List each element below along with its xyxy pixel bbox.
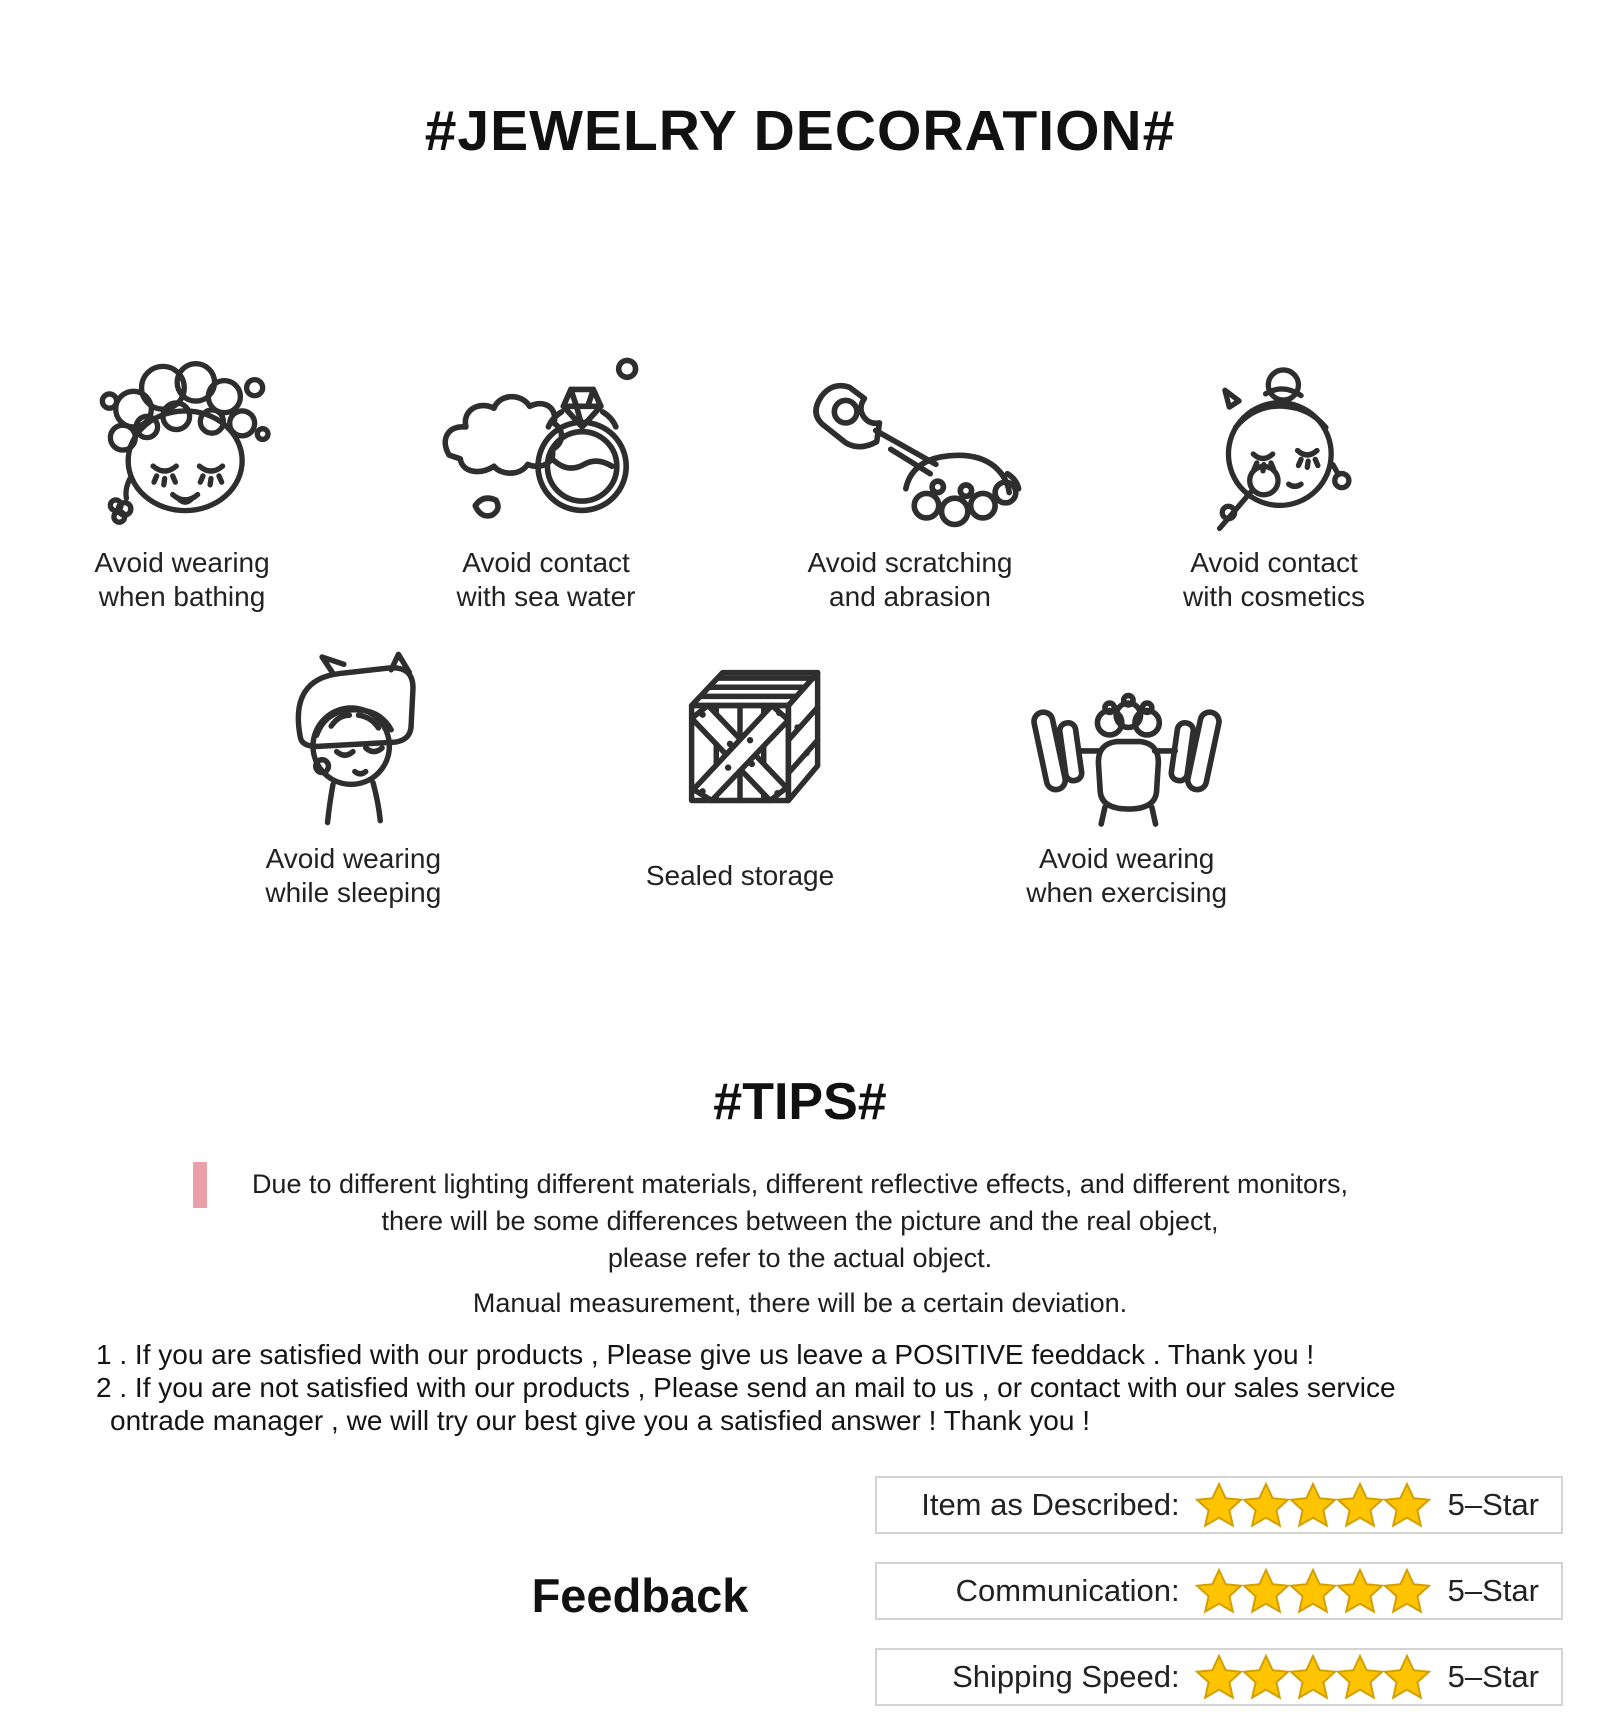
- star-icon: [1241, 1481, 1291, 1529]
- care-caption: Avoid contact with cosmetics: [1182, 547, 1366, 612]
- star-icon: [1194, 1653, 1244, 1701]
- care-item-cosmetics: [1092, 326, 1456, 618]
- cosmetics-face-icon: [1177, 326, 1372, 532]
- star-icon: [1335, 1481, 1385, 1529]
- star-icon: [1382, 1481, 1432, 1529]
- feedback-heading: Feedback: [531, 1569, 749, 1622]
- rating-value: 5–Star: [1447, 1487, 1539, 1522]
- sleeping-girl-icon: [253, 622, 453, 828]
- care-caption: Avoid wearing while sleeping: [265, 843, 442, 908]
- star-icon: [1194, 1481, 1244, 1529]
- rating-label: Item as Described:: [921, 1487, 1180, 1522]
- star-rating: [1194, 1653, 1434, 1701]
- star-icon: [1241, 1567, 1291, 1615]
- star-icon: [1382, 1653, 1432, 1701]
- rating-row-shipping-speed: [875, 1648, 1563, 1706]
- rating-label: Shipping Speed:: [952, 1659, 1180, 1694]
- rating-row-item-as-described: [875, 1476, 1563, 1534]
- tips-list-item: 2 . If you are not satisfied with our products , Please send an mail to us , or contact with our sales service: [96, 1372, 1396, 1403]
- star-icon: [1335, 1653, 1385, 1701]
- dumbbell-hand-icon: [1014, 622, 1239, 828]
- rating-row-communication: [875, 1562, 1563, 1620]
- care-item-exercising: [933, 622, 1320, 914]
- care-item-sleeping: [160, 622, 547, 914]
- star-icon: [1288, 1481, 1338, 1529]
- tips-heading: #TIPS#: [713, 1073, 887, 1131]
- rating-value: 5–Star: [1447, 1659, 1539, 1694]
- sealed-crate-icon: [635, 622, 845, 828]
- tips-list: [96, 1338, 1536, 1437]
- wrench-hand-icon: [793, 326, 1028, 532]
- care-caption: Avoid contact with sea water: [456, 547, 636, 612]
- care-item-sealed-storage: [547, 622, 934, 914]
- care-grid-row-1: [0, 326, 1456, 618]
- manual-measurement-note: Manual measurement, there will be a certain deviation.: [472, 1288, 1128, 1318]
- star-icon: [1241, 1653, 1291, 1701]
- star-rating: [1194, 1481, 1434, 1529]
- care-item-sea-water: [364, 326, 728, 618]
- star-icon: [1194, 1567, 1244, 1615]
- tips-paragraph: Due to different lighting different materials, different reflective effects, and different monitors, there will be some differences between the picture and the real object, please refer to the actual object.: [251, 1169, 1349, 1273]
- ring-sea-water-icon: [434, 326, 659, 532]
- care-caption: Avoid scratching and abrasion: [807, 547, 1013, 612]
- care-caption: Sealed storage: [645, 860, 835, 892]
- page-title: #JEWELRY DECORATION#: [424, 99, 1176, 163]
- star-icon: [1335, 1567, 1385, 1615]
- rating-label: Communication:: [955, 1573, 1180, 1608]
- tips-list-item: 1 . If you are satisfied with our products , Please give us leave a POSITIVE feeddack . Thank you !: [96, 1339, 1315, 1370]
- star-icon: [1288, 1567, 1338, 1615]
- star-icon: [1382, 1567, 1432, 1615]
- care-grid-row-2: [160, 622, 1320, 914]
- care-caption: Avoid wearing when bathing: [94, 547, 270, 612]
- tips-list-item: ontrade manager , we will try our best give you a satisfied answer ! Thank you !: [110, 1405, 1090, 1436]
- bathing-face-icon: [80, 326, 285, 532]
- care-item-bathing: [0, 326, 364, 618]
- care-caption: Avoid wearing when exercising: [1026, 843, 1228, 908]
- star-rating: [1194, 1567, 1434, 1615]
- care-item-scratching: [728, 326, 1092, 618]
- star-icon: [1288, 1653, 1338, 1701]
- rating-value: 5–Star: [1447, 1573, 1539, 1608]
